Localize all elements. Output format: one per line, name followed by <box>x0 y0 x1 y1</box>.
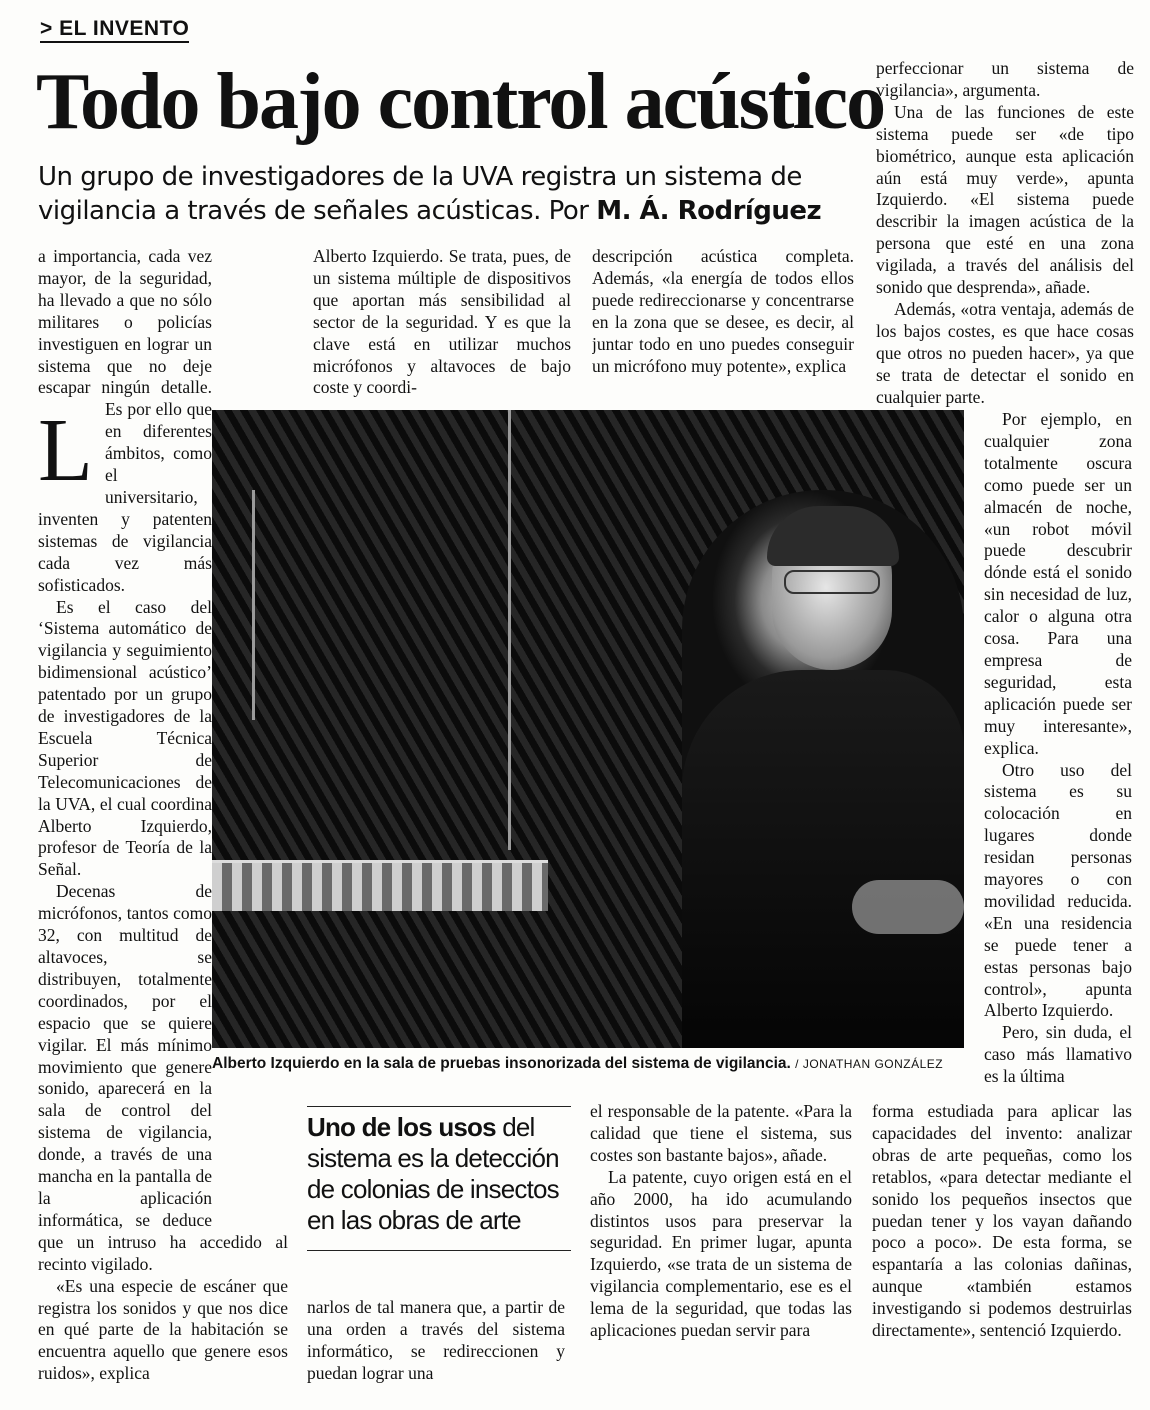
paragraph: perfeccionar un sistema de vigilancia», argumenta. <box>876 58 1134 100</box>
column-3-top <box>592 246 854 406</box>
paragraph: Pero, sin duda, el caso más llamativo es la última <box>984 1022 1132 1087</box>
photo-credit: / JONATHAN GONZÁLEZ <box>795 1057 944 1071</box>
speaker-array <box>212 860 548 911</box>
pullquote <box>307 1112 569 1236</box>
pullquote-text: del sistema es la detección de colonias de insectos en las obras de arte <box>307 1112 559 1235</box>
person-arm <box>852 880 964 934</box>
pullquote-lead: Uno de los usos <box>307 1112 496 1142</box>
column-2-bottom <box>307 1297 565 1389</box>
paragraph: narlos de tal manera que, a partir de una orden a través del sistema informático, se redireccionen y puedan lograr una <box>307 1297 565 1383</box>
paragraph: a importancia, cada vez mayor, de la seguridad, ha llevado a que no sólo militares o policías investiguen en lograr un sistema que no deje escapar ningún detalle. Es por ello que en diferentes ámbitos, como el universitario, inventen y patenten sistemas de vigilancia cada vez más sofisticados. <box>38 246 212 595</box>
pullquote-rule-top <box>307 1106 571 1107</box>
microphone-rod <box>252 490 255 720</box>
glasses <box>784 570 880 594</box>
microphone-rod <box>508 410 511 850</box>
photo-anechoic-room <box>212 410 964 1048</box>
paragraph: Otro uso del sistema es su colocación en lugares donde residan personas mayores o con movilidad reducida. «En una residencia se puede tener a estas personas bajo control», apunta Alberto Izquierdo. <box>984 759 1132 1021</box>
paragraph: Por ejemplo, en cualquier zona totalmente oscura como puede ser un almacén de noche, «un robot móvil puede descubrir dónde está el sonido sin necesidad de luz, calor o alguna otra cosa. Para una empresa de seguridad, esta aplicación puede ser muy interesante», explica. <box>984 409 1132 758</box>
drop-cap: L <box>38 401 93 500</box>
column-4-narrow <box>984 409 1132 1109</box>
paragraph: «Es una especie de escáner que registra los sonidos y que nos dice en qué parte de la habitación se encuentra aquello que genere esos ruidos», explica <box>38 1275 288 1384</box>
deck <box>38 160 858 228</box>
paragraph: Una de las funciones de este sistema puede ser «de tipo biométrico, aunque esta aplicación aún está muy verde», apunta Izquierdo. «El sistema puede describir la imagen acústica de la persona que esté en una zona vigilada, a través del análisis del sonido que desprenda», añade. <box>876 101 1134 298</box>
person-torso <box>682 670 964 1048</box>
paragraph: forma estudiada para aplicar las capacidades del invento: analizar obras de arte pequeñas, como los retablos, «para detectar mediante el sonido los pequeños insectos que puedan tener y los vayan dañando poco a poco». De esta forma, se espantaría a las colonias dañinas, aunque «también estamos investigando si podemos destruirlas directamente», sentenció Izquierdo. <box>872 1101 1132 1341</box>
column-3-bottom <box>590 1101 852 1397</box>
photo-caption <box>212 1055 972 1073</box>
pullquote-rule-bottom <box>307 1250 571 1251</box>
paragraph: el responsable de la patente. «Para la calidad que tiene el sistema, sus costes son bastante bajos», añade. <box>590 1101 852 1165</box>
paragraph: Es el caso del ‘Sistema automático de vigilancia y seguimiento bidimensional acústico’ patentado por un grupo de investigadores de la Escuela Técnica Superior de Telecomunicaciones de la UVA, el cual coordina Alberto Izquierdo, profesor de Teoría de la Señal. <box>38 596 212 880</box>
paragraph: Además, «otra ventaja, además de los bajos costes, es que hace cosas que otros no pueden hacer», ya que se trata de detectar el sonido en cualquier parte. <box>876 298 1134 407</box>
headline: Todo bajo control acústico <box>36 58 885 146</box>
caption-text: Alberto Izquierdo en la sala de pruebas insonorizada del sistema de vigilancia. <box>212 1055 791 1072</box>
column-2-top <box>313 246 571 406</box>
byline: M. Á. Rodríguez <box>596 196 822 226</box>
section-label: > EL INVENTO <box>40 18 189 43</box>
column-4-bottom <box>872 1101 1132 1397</box>
paragraph: Alberto Izquierdo. Se trata, pues, de un sistema múltiple de dispositivos que aportan más sensibilidad al sector de la seguridad. Y es que la clave está en utilizar muchos micrófonos y altavoces de bajo coste y coordi- <box>313 246 571 398</box>
paragraph: Decenas de micrófonos, tantos como 32, con multitud de altavoces, se distribuyen, totalmente coordinados, por el espacio que se quiere vigilar. El más mínimo movimiento que genere sonido, aparecerá en la sala de control del sistema de vigilancia, donde, a través de una mancha en la pantalla de la aplicación informática, se deduce que un intruso ha accedido al recinto vigilado. <box>38 881 288 1274</box>
paragraph: descripción acústica completa. Además, «la energía de todos ellos puede redireccionarse y concentrarse en la zona que se desee, es decir, al juntar todo en uno puedes conseguir un micrófono muy potente», explica <box>592 246 854 376</box>
paragraph: La patente, cuyo origen está en el año 2000, ha ido acumulando distintos usos para preservar la seguridad. En primer lugar, apunta Izquierdo, «se trata de un sistema de vigilancia complementario, ese es el lema de la seguridad, que todas las aplicaciones puedan servir para <box>590 1166 852 1341</box>
deck-text: Un grupo de investigadores de la UVA registra un sistema de vigilancia a través de señales acústicas. Por <box>38 162 802 226</box>
column-4-top <box>876 58 1134 408</box>
